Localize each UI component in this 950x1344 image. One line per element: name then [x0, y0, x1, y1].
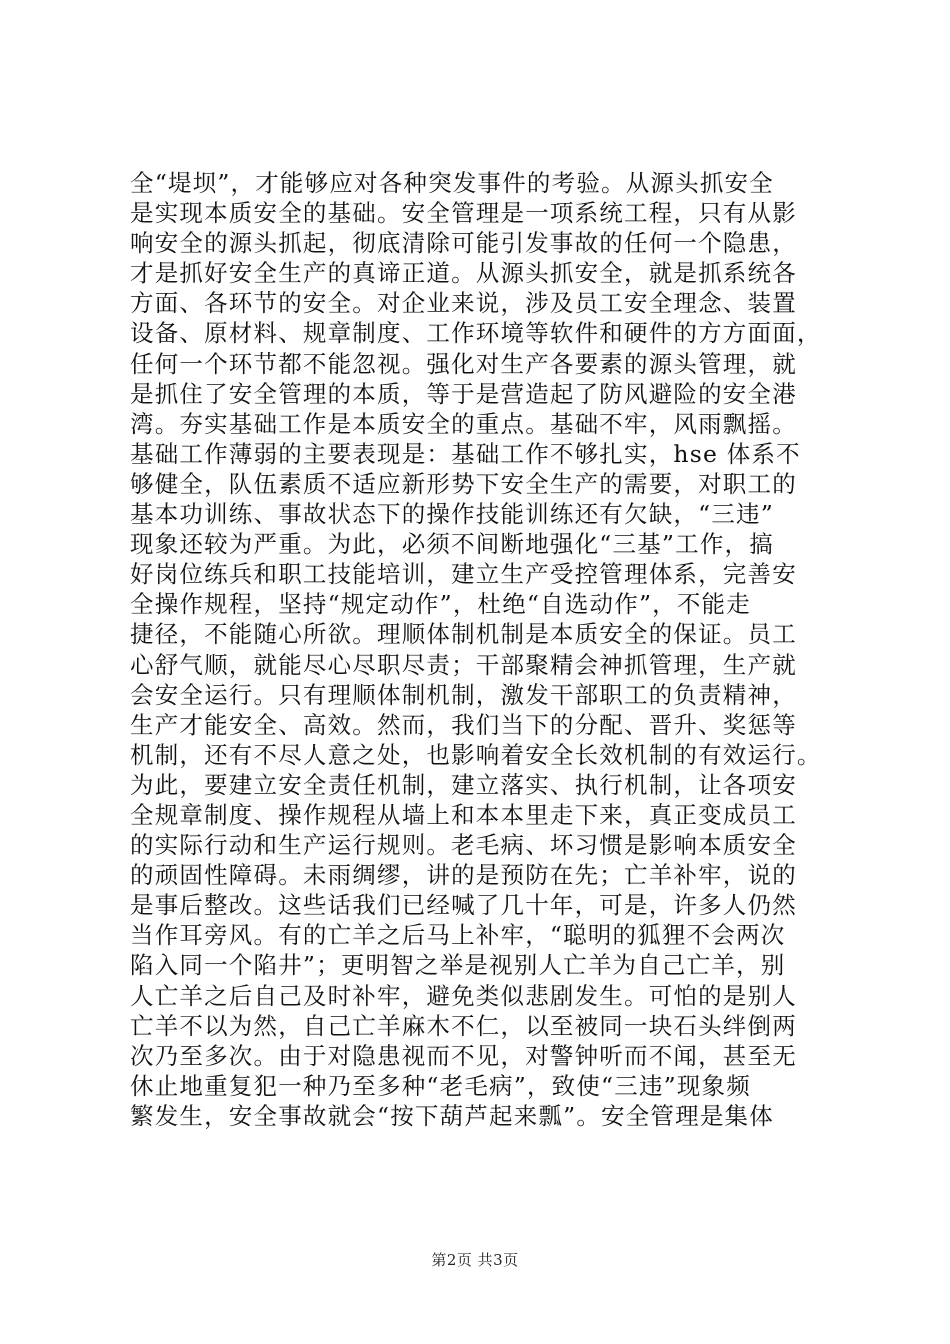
- text-line: 心舒气顺，就能尽心尽职尽责；干部聚精会神抓管理，生产就: [130, 650, 797, 679]
- text-line: 设备、原材料、规章制度、工作环境等软件和硬件的方方面面，: [130, 319, 822, 348]
- text-line: 全操作规程，坚持“规定动作”，杜绝“自选动作”，不能走: [130, 590, 751, 619]
- text-line: 次乃至多次。由于对隐患视而不见，对警钟听而不闻，甚至无: [130, 1041, 797, 1070]
- text-line: 繁发生，安全事故就会“按下葫芦起来瓢”。安全管理是集体: [130, 1101, 774, 1130]
- text-line: 机制，还有不尽人意之处，也影响着安全长效机制的有效运行。: [130, 740, 822, 769]
- text-line: 会安全运行。只有理顺体制机制，激发干部职工的负责精神，: [130, 680, 797, 709]
- text-line: 任何一个环节都不能忽视。强化对生产各要素的源头管理，就: [130, 349, 797, 378]
- text-line: 才是抓好安全生产的真谛正道。从源头抓安全，就是抓系统各: [130, 259, 797, 288]
- text-line: 陷入同一个陷井”；更明智之举是视别人亡羊为自己亡羊，别: [130, 951, 786, 980]
- text-line: 够健全，队伍素质不适应新形势下安全生产的需要，对职工的: [130, 469, 797, 498]
- text-line: 现象还较为严重。为此，必须不间断地强化“三基”工作，搞: [130, 530, 774, 559]
- text-line: 响安全的源头抓起，彻底清除可能引发事故的任何一个隐患，: [130, 229, 797, 258]
- text-line: 是实现本质安全的基础。安全管理是一项系统工程，只有从影: [130, 199, 797, 228]
- text-line: 湾。夯实基础工作是本质安全的重点。基础不牢，风雨飘摇。: [130, 409, 797, 438]
- text-line: 休止地重复犯一种乃至多种“老毛病”，致使“三违”现象频: [130, 1071, 751, 1100]
- text-line: 当作耳旁风。有的亡羊之后马上补牢，“聪明的狐狸不会两次: [130, 921, 786, 950]
- text-line: 方面、各环节的安全。对企业来说，涉及员工安全理念、装置: [130, 289, 797, 318]
- document-body: [130, 168, 830, 1131]
- text-line: 基础工作薄弱的主要表现是：基础工作不够扎实，hse 体系不: [130, 439, 801, 468]
- text-line: 全规章制度、操作规程从墙上和本本里走下来，真正变成员工: [130, 800, 797, 829]
- text-line: 捷径，不能随心所欲。理顺体制机制是本质安全的保证。员工: [130, 620, 797, 649]
- text-line: 为此，要建立安全责任机制，建立落实、执行机制，让各项安: [130, 770, 797, 799]
- page-number-label: 第2页 共3页: [431, 1251, 519, 1269]
- text-line: 是抓住了安全管理的本质，等于是营造起了防风避险的安全港: [130, 379, 797, 408]
- text-line: 的顽固性障碍。未雨绸缪，讲的是预防在先；亡羊补牢，说的: [130, 861, 797, 890]
- text-line: 基本功训练、事故状态下的操作技能训练还有欠缺，“三违”: [130, 500, 774, 529]
- text-line: 好岗位练兵和职工技能培训，建立生产受控管理体系，完善安: [130, 560, 797, 589]
- text-line: 是事后整改。这些话我们已经喊了几十年，可是，许多人仍然: [130, 891, 797, 920]
- text-line: 人亡羊之后自己及时补牢，避免类似悲剧发生。可怕的是别人: [130, 981, 797, 1010]
- page-footer: [0, 1249, 950, 1270]
- text-line: 全“堤坝”，才能够应对各种突发事件的考验。从源头抓安全: [130, 169, 774, 197]
- text-line: 的实际行动和生产运行规则。老毛病、坏习惯是影响本质安全: [130, 831, 797, 860]
- text-line: 亡羊不以为然，自己亡羊麻木不仁，以至被同一块石头绊倒两: [130, 1011, 797, 1040]
- text-line: 生产才能安全、高效。然而，我们当下的分配、晋升、奖惩等: [130, 710, 797, 739]
